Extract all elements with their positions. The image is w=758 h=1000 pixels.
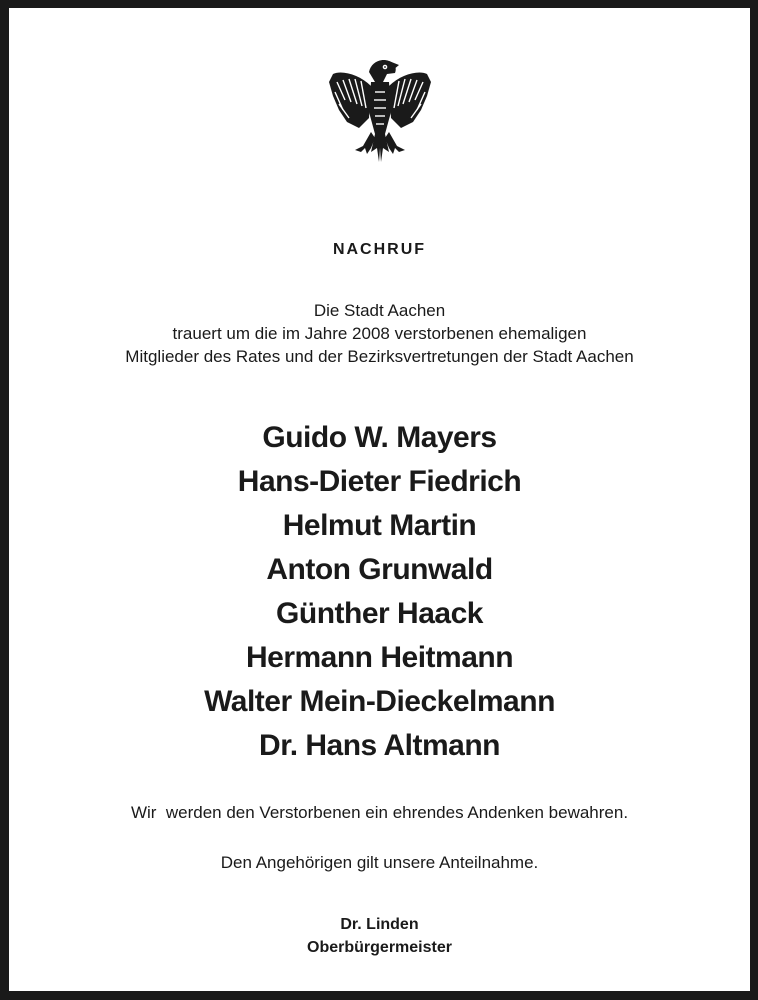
signature-name: Dr. Linden [340, 916, 419, 933]
intro-text [9, 299, 750, 368]
deceased-name: Walter Mein-Dieckelmann [204, 685, 555, 718]
signature-block [9, 913, 750, 959]
deceased-names-list [9, 416, 750, 768]
deceased-name: Hans-Dieter Fiedrich [237, 465, 522, 498]
eagle-icon [325, 52, 435, 182]
remembrance-sentence: Wir werden den Verstorbenen ein ehrendes Andenken bewahren. [130, 803, 629, 822]
deceased-name: Günther Haack [276, 597, 483, 630]
coat-of-arms [9, 52, 750, 187]
deceased-name: Dr. Hans Altmann [259, 729, 500, 762]
deceased-name: Helmut Martin [282, 509, 477, 542]
condolence-sentence: Den Angehörigen gilt unsere Anteilnahme. [220, 853, 539, 872]
intro-line: Die Stadt Aachen [313, 301, 446, 320]
signature-title: Oberbürgermeister [307, 939, 452, 956]
deceased-name: Guido W. Mayers [262, 421, 497, 454]
notice-heading: NACHRUF [332, 241, 427, 258]
deceased-name: Hermann Heitmann [245, 641, 514, 674]
deceased-name: Anton Grunwald [266, 553, 493, 586]
intro-line: trauert um die im Jahre 2008 verstorbenen ehemaligen [172, 324, 587, 343]
intro-line: Mitglieder des Rates und der Bezirksvertretungen der Stadt Aachen [125, 347, 634, 366]
